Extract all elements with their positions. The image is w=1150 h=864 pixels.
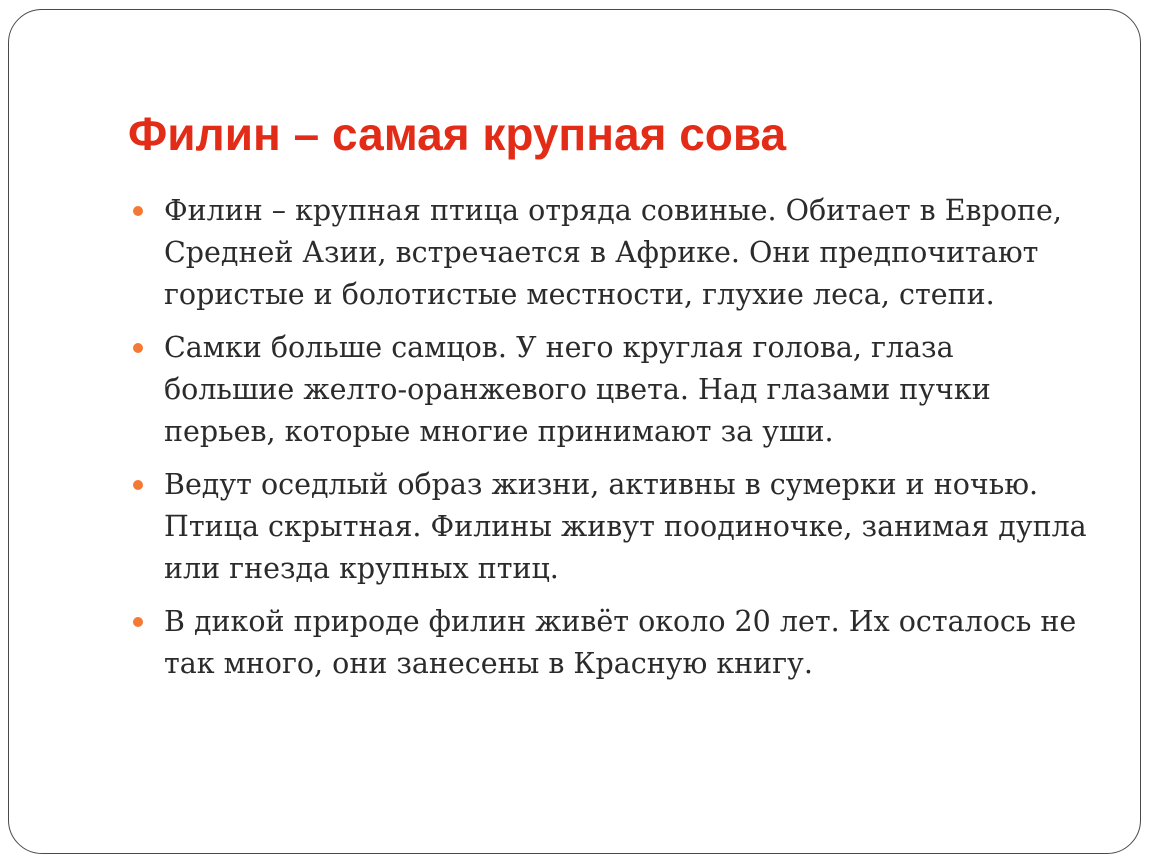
bullet-item-text: Ведут оседлый образ жизни, активны в сумерки и ночью. Птица скрытная. Филины живут поодиночке, занимая дупла или гнезда крупных птиц. bbox=[164, 468, 1087, 585]
bullet-item-text: Филин – крупная птица отряда совиные. Обитает в Европе, Средней Азии, встречается в Африке. Они предпочитают гористые и болотистые местности, глухие леса, степи. bbox=[164, 194, 1062, 311]
bullet-dot-icon bbox=[133, 206, 143, 216]
bullet-dot-icon bbox=[133, 480, 143, 490]
bullet-list bbox=[130, 190, 1090, 696]
bullet-item bbox=[130, 464, 1090, 590]
bullet-item bbox=[130, 327, 1090, 453]
slide-title: Филин – самая крупная сова bbox=[128, 108, 787, 160]
bullet-item-text: Самки больше самцов. У него круглая голова, глаза большие желто-оранжевого цвета. Над глазами пучки перьев, которые многие принимают за уши. bbox=[164, 331, 991, 448]
bullet-item-text: В дикой природе филин живёт около 20 лет. Их осталось не так много, они занесены в Красную книгу. bbox=[164, 605, 1077, 680]
bullet-item bbox=[130, 190, 1090, 316]
bullet-dot-icon bbox=[133, 617, 143, 627]
bullet-dot-icon bbox=[133, 343, 143, 353]
bullet-item bbox=[130, 601, 1090, 685]
